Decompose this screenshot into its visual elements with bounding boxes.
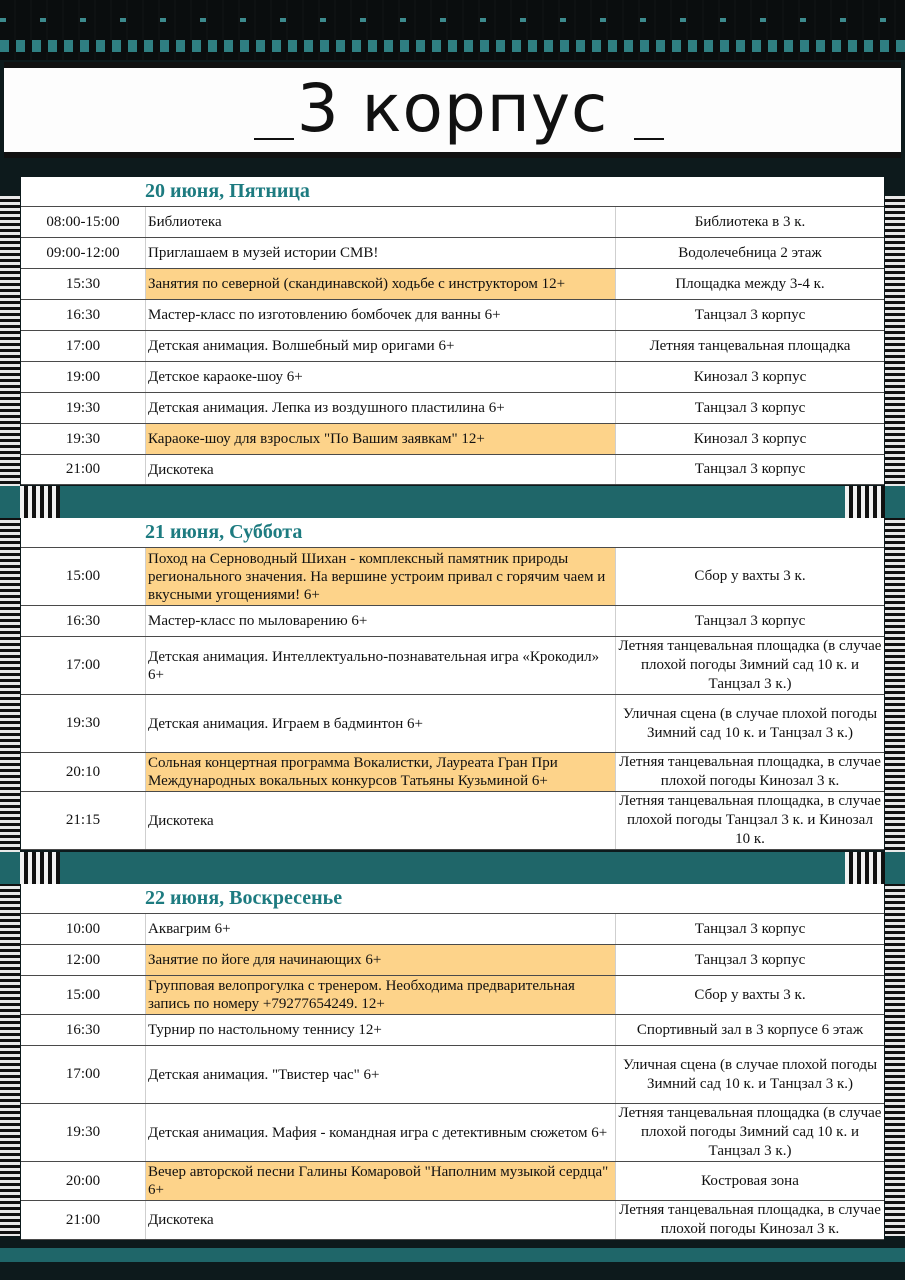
schedule-table xyxy=(21,548,884,850)
event-name: Дискотека xyxy=(145,455,616,484)
table-row xyxy=(21,976,884,1015)
day-title: 21 июня, Суббота xyxy=(145,521,303,543)
event-time: 19:30 xyxy=(65,715,101,731)
table-row xyxy=(21,424,884,455)
divider-bars xyxy=(845,852,885,884)
day-header xyxy=(21,518,884,548)
table-row xyxy=(21,238,884,269)
table-row xyxy=(21,300,884,331)
event-place: Кинозал 3 корпус xyxy=(693,430,807,447)
event-time: 17:00 xyxy=(65,337,101,354)
film-strip-holes xyxy=(0,40,905,52)
event-name: Групповая велопрогулка с тренером. Необходима предварительная запись по номеру +79277654249. 12+ xyxy=(145,976,616,1014)
event-name: Детская анимация. Интеллектуально-познавательная игра «Крокодил» 6+ xyxy=(145,637,616,694)
table-row xyxy=(21,1201,884,1240)
event-time: 19:30 xyxy=(65,430,101,447)
event-place: Танцзал 3 корпус xyxy=(694,612,806,629)
event-time: 21:00 xyxy=(65,1211,101,1228)
event-name: Турнир по настольному теннису 12+ xyxy=(145,1015,616,1045)
event-time: 16:30 xyxy=(65,1021,101,1038)
event-place: Водолечебница 2 этаж xyxy=(678,244,822,261)
event-time: 21:15 xyxy=(65,812,101,828)
event-name: Детская анимация. Волшебный мир оригами 6+ xyxy=(145,331,616,361)
event-name: Мастер-класс по мыловарению 6+ xyxy=(145,606,616,636)
page-title: 3 корпус xyxy=(296,70,609,147)
event-time: 17:00 xyxy=(65,657,101,673)
event-name: Караоке-шоу для взрослых "По Вашим заявкам" 12+ xyxy=(145,424,616,454)
day-title: 20 июня, Пятница xyxy=(145,180,310,202)
event-place: Танцзал 3 корпус xyxy=(694,461,806,477)
title-banner xyxy=(4,62,901,158)
event-place: Танцзал 3 корпус xyxy=(694,920,806,937)
event-name: Сольная концертная программа Вокалистки, Лауреата Гран При Международных вокальных конкурсов Татьяны Кузьминой 6+ xyxy=(145,753,616,791)
table-row xyxy=(21,362,884,393)
title-underline-right xyxy=(634,138,664,140)
event-name: Приглашаем в музей истории СМВ! xyxy=(145,238,616,268)
event-name: Занятие по йоге для начинающих 6+ xyxy=(145,945,616,975)
event-place: Летняя танцевальная площадка xyxy=(649,337,851,354)
film-strip-marks xyxy=(0,18,905,22)
divider-band-2 xyxy=(0,852,905,884)
day-section-friday xyxy=(21,177,884,485)
day-section-saturday xyxy=(21,518,884,850)
film-strip-top xyxy=(0,0,905,60)
event-name: Мастер-класс по изготовлению бомбочек для ванны 6+ xyxy=(145,300,616,330)
event-place: Уличная сцена (в случае плохой погоды Зимний сад 10 к. и Танцзал 3 к.) xyxy=(622,1056,878,1092)
film-strip-right xyxy=(885,196,905,1236)
event-name: Дискотека xyxy=(145,1201,616,1239)
table-row xyxy=(21,637,884,695)
day-section-sunday xyxy=(21,884,884,1240)
event-place: Летняя танцевальная площадка (в случае плохой погоды Зимний сад 10 к. и Танцзал 3 к.) xyxy=(618,1105,882,1159)
divider-band-1 xyxy=(0,486,905,518)
divider-bars xyxy=(845,486,885,518)
event-place: Сбор у вахты 3 к. xyxy=(694,568,806,584)
event-name: Детская анимация. "Твистер час" 6+ xyxy=(145,1046,616,1103)
film-strip-bottom xyxy=(0,1240,905,1280)
table-row xyxy=(21,455,884,485)
event-time: 08:00-15:00 xyxy=(46,213,120,230)
table-row xyxy=(21,331,884,362)
table-row xyxy=(21,1162,884,1201)
day-header xyxy=(21,884,884,914)
table-row xyxy=(21,695,884,753)
event-time: 16:30 xyxy=(65,612,101,629)
event-time: 09:00-12:00 xyxy=(46,244,120,261)
event-place: Сбор у вахты 3 к. xyxy=(694,986,806,1003)
table-row xyxy=(21,606,884,637)
divider-bars xyxy=(20,486,60,518)
event-name: Детская анимация. Лепка из воздушного пластилина 6+ xyxy=(145,393,616,423)
day-title: 22 июня, Воскресенье xyxy=(145,887,343,909)
event-time: 20:10 xyxy=(65,763,101,780)
event-name: Дискотека xyxy=(145,792,616,849)
day-header xyxy=(21,177,884,207)
event-place: Танцзал 3 корпус xyxy=(694,399,806,416)
event-name: Детская анимация. Мафия - командная игра с детективным сюжетом 6+ xyxy=(145,1104,616,1161)
event-place: Летняя танцевальная площадка, в случае плохой погоды Кинозал 3 к. xyxy=(619,1202,881,1237)
table-row xyxy=(21,753,884,792)
event-time: 12:00 xyxy=(65,951,101,968)
event-time: 20:00 xyxy=(65,1172,101,1189)
event-name: Детская анимация. Играем в бадминтон 6+ xyxy=(145,695,616,752)
event-time: 10:00 xyxy=(65,920,101,937)
event-place: Танцзал 3 корпус xyxy=(694,306,806,323)
table-row xyxy=(21,792,884,850)
divider-bars xyxy=(20,852,60,884)
event-name: Занятия по северной (скандинавской) ходьбе с инструктором 12+ xyxy=(145,269,616,299)
schedule-table xyxy=(21,914,884,1240)
event-name: Поход на Серноводный Шихан - комплексный памятник природы регионального значения. На вершине устроим привал с горячим чаем и вкусными угощениями! 6+ xyxy=(145,548,616,605)
event-place: Спортивный зал в 3 корпусе 6 этаж xyxy=(636,1021,864,1038)
table-row xyxy=(21,269,884,300)
event-time: 19:30 xyxy=(65,1124,101,1140)
event-place: Костровая зона xyxy=(701,1172,799,1189)
table-row xyxy=(21,1046,884,1104)
event-place: Летняя танцевальная площадка (в случае плохой погоды Зимний сад 10 к. и Танцзал 3 к.) xyxy=(618,638,882,692)
event-time: 19:30 xyxy=(65,399,101,416)
table-row xyxy=(21,1104,884,1162)
event-time: 15:30 xyxy=(65,275,101,292)
event-place: Летняя танцевальная площадка, в случае плохой погоды Кинозал 3 к. xyxy=(619,754,881,789)
table-row xyxy=(21,1015,884,1046)
event-place: Танцзал 3 корпус xyxy=(694,951,806,968)
event-place: Библиотека в 3 к. xyxy=(694,213,806,230)
event-place: Летняя танцевальная площадка, в случае плохой погоды Танцзал 3 к. и Кинозал 10 к. xyxy=(619,793,881,847)
table-row xyxy=(21,914,884,945)
event-name: Аквагрим 6+ xyxy=(145,914,616,944)
event-time: 21:00 xyxy=(65,461,101,477)
film-strip-left xyxy=(0,196,20,1236)
event-time: 15:00 xyxy=(65,986,101,1003)
event-name: Библиотека xyxy=(145,207,616,237)
table-row xyxy=(21,548,884,606)
event-name: Детское караоке-шоу 6+ xyxy=(145,362,616,392)
table-row xyxy=(21,945,884,976)
schedule-table xyxy=(21,207,884,485)
event-time: 16:30 xyxy=(65,306,101,323)
event-place: Кинозал 3 корпус xyxy=(693,368,807,385)
event-name: Вечер авторской песни Галины Комаровой "Наполним музыкой сердца" 6+ xyxy=(145,1162,616,1200)
event-place: Площадка между 3-4 к. xyxy=(675,275,825,292)
table-row xyxy=(21,393,884,424)
event-place: Уличная сцена (в случае плохой погоды Зимний сад 10 к. и Танцзал 3 к.) xyxy=(622,705,878,741)
event-time: 15:00 xyxy=(65,568,101,584)
table-row xyxy=(21,207,884,238)
event-time: 17:00 xyxy=(65,1066,101,1082)
event-time: 19:00 xyxy=(65,368,101,385)
title-underline-left xyxy=(254,138,294,140)
